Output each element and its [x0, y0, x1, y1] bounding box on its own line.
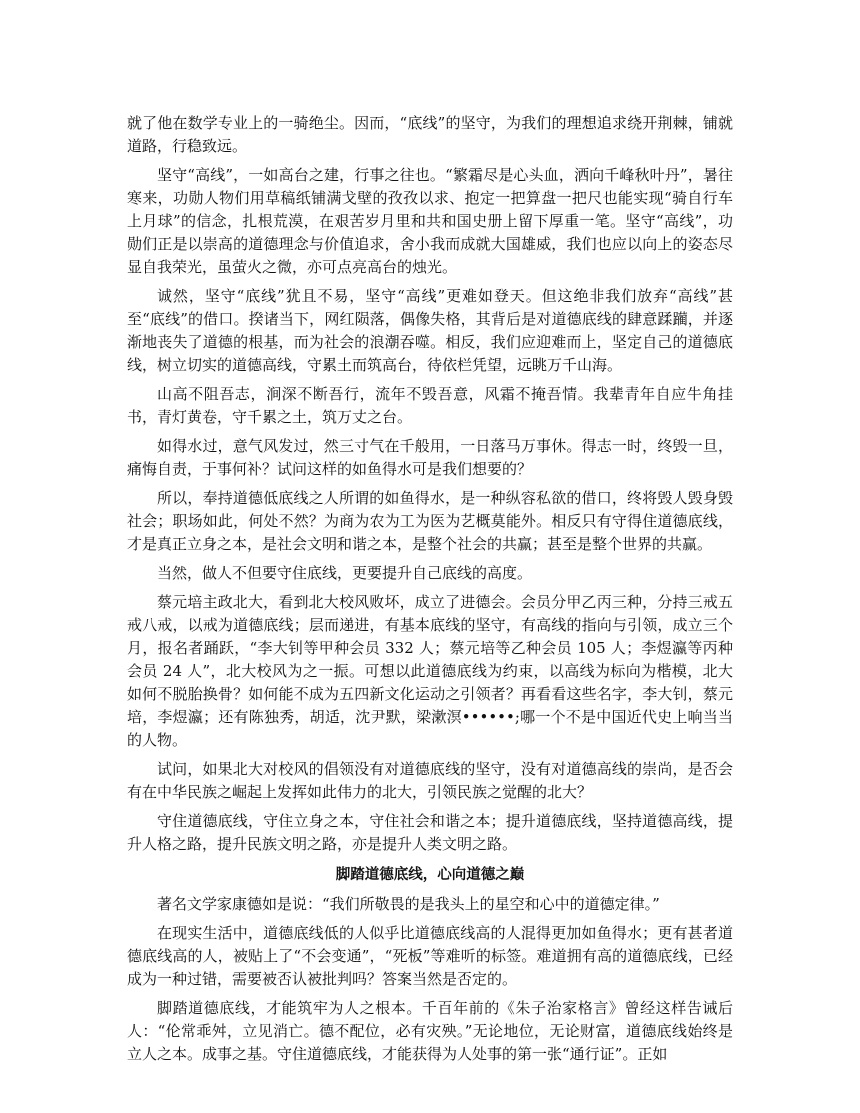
paragraph-1: 就了他在数学专业上的一骑绝尘。因而，“底线”的坚守，为我们的理想追求绕开荆棘，铺就道路，行稳致远。	[127, 114, 733, 155]
paragraph-9: 试问，如果北大对校风的倡领没有对道德底线的坚守，没有对道德高线的崇尚，是否会有在中华民族之崛起上发挥如此伟力的北大，引领民族之觉醒的北大？	[127, 760, 733, 801]
document-body	[127, 112, 733, 1072]
paragraph-2: 坚守“高线”，一如高台之建，行事之往也。“繁霜尽是心头血，洒向千峰秋叶丹”，暑往寒来，功勋人物们用草稿纸铺满戈壁的孜孜以求、抱定一把算盘一把尺也能实现“骑自行车上月球”的信念，扎根荒漠，在艰苦岁月里和共和国史册上留下厚重一笔。坚守“高线”，功勋们正是以崇高的道德理念与价值追求，舍小我而成就大国雄威，我们也应以向上的姿态尽显自我荣光，虽萤火之微，亦可点亮高台的烛光。	[127, 166, 733, 276]
paragraph-7: 当然，做人不但要守住底线，更要提升自己底线的高度。	[157, 564, 533, 582]
paragraph-8: 蔡元培主政北大，看到北大校风败坏，成立了进德会。会员分甲乙丙三种，分持三戒五戒八戒，以戒为道德底线；层而递进，有基本底线的坚守，有高线的指向与引领，成立三个月，报名者踊跃，“李大钊等甲种会员 332 人；蔡元培等乙种会员 105 人；李煜瀛等丙种会员 24 人”，北大校风为之一振。可想以此道德底线为约束，以高线为标向为楷模，北大如何不脱胎换骨？如何能不成为五四新文化运动之引领者？再看看这些名字，李大钊，蔡元培，李煜瀛；还有陈独秀，胡适，沈尹默，梁漱溟••••••;哪一个不是中国近代史上响当当的人物。	[127, 593, 733, 749]
paragraph-10: 守住道德底线，守住立身之本，守住社会和谐之本；提升道德底线，坚持道德高线，提升人格之路，提升民族文明之路，亦是提升人类文明之路。	[127, 812, 733, 853]
essay2-paragraph-2: 在现实生活中，道德底线低的人似乎比道德底线高的人混得更加如鱼得水；更有甚者道德底线高的人，被贴上了“不会变通”，“死板”等难听的标签。难道拥有高的道德底线，已经成为一种过错，需要被否认被批判吗？答案当然是否定的。	[127, 924, 733, 988]
paragraph-6: 所以，奉持道德低底线之人所谓的如鱼得水，是一种纵容私欲的借口，终将毁人毁身毁社会；职场如此，何处不然？为商为农为工为医为艺概莫能外。相反只有守得住道德底线，才是真正立身之本，是社会文明和谐之本，是整个社会的共赢；甚至是整个世界的共赢。	[127, 489, 733, 553]
essay2-paragraph-3: 脚踏道德底线，才能筑牢为人之根本。千百年前的《朱子治家格言》曾经这样告诫后人：“伦常乖舛，立见消亡。德不配位，必有灾殃。”无论地位，无论财富，道德底线始终是立人之本。成事之基。守住道德底线，才能获得为人处事的第一张“通行证”。正如	[127, 999, 733, 1063]
paragraph-3: 诚然，坚守“底线”犹且不易，坚守“高线”更难如登天。但这绝非我们放弃“高线”甚至“底线”的借口。揆诸当下，网红陨落，偶像失格，其背后是对道德底线的肆意蹂躏，并逐渐地丧失了道德的根基，而为社会的浪潮吞噬。相反，我们应迎难而上，坚定自己的道德底线，树立切实的道德高线，守累土而筑高台，待依栏凭望，远眺万千山海。	[127, 287, 733, 374]
paragraph-4: 山高不阻吾志，涧深不断吾行，流年不毁吾意，风霜不掩吾情。我辈青年自应牛角挂书，青灯黄卷，守千累之土，筑万丈之台。	[127, 385, 733, 426]
essay2-paragraph-1: 著名文学家康德如是说：“我们所敬畏的是我头上的星空和心中的道德定律。”	[157, 895, 660, 913]
paragraph-5: 如得水过，意气风发过，然三寸气在千般用，一日落马万事休。得志一时，终毁一旦，痛悔自责，于事何补？试问这样的如鱼得水可是我们想要的？	[127, 437, 733, 478]
essay-title: 脚踏道德底线，心向道德之巅	[335, 867, 525, 883]
